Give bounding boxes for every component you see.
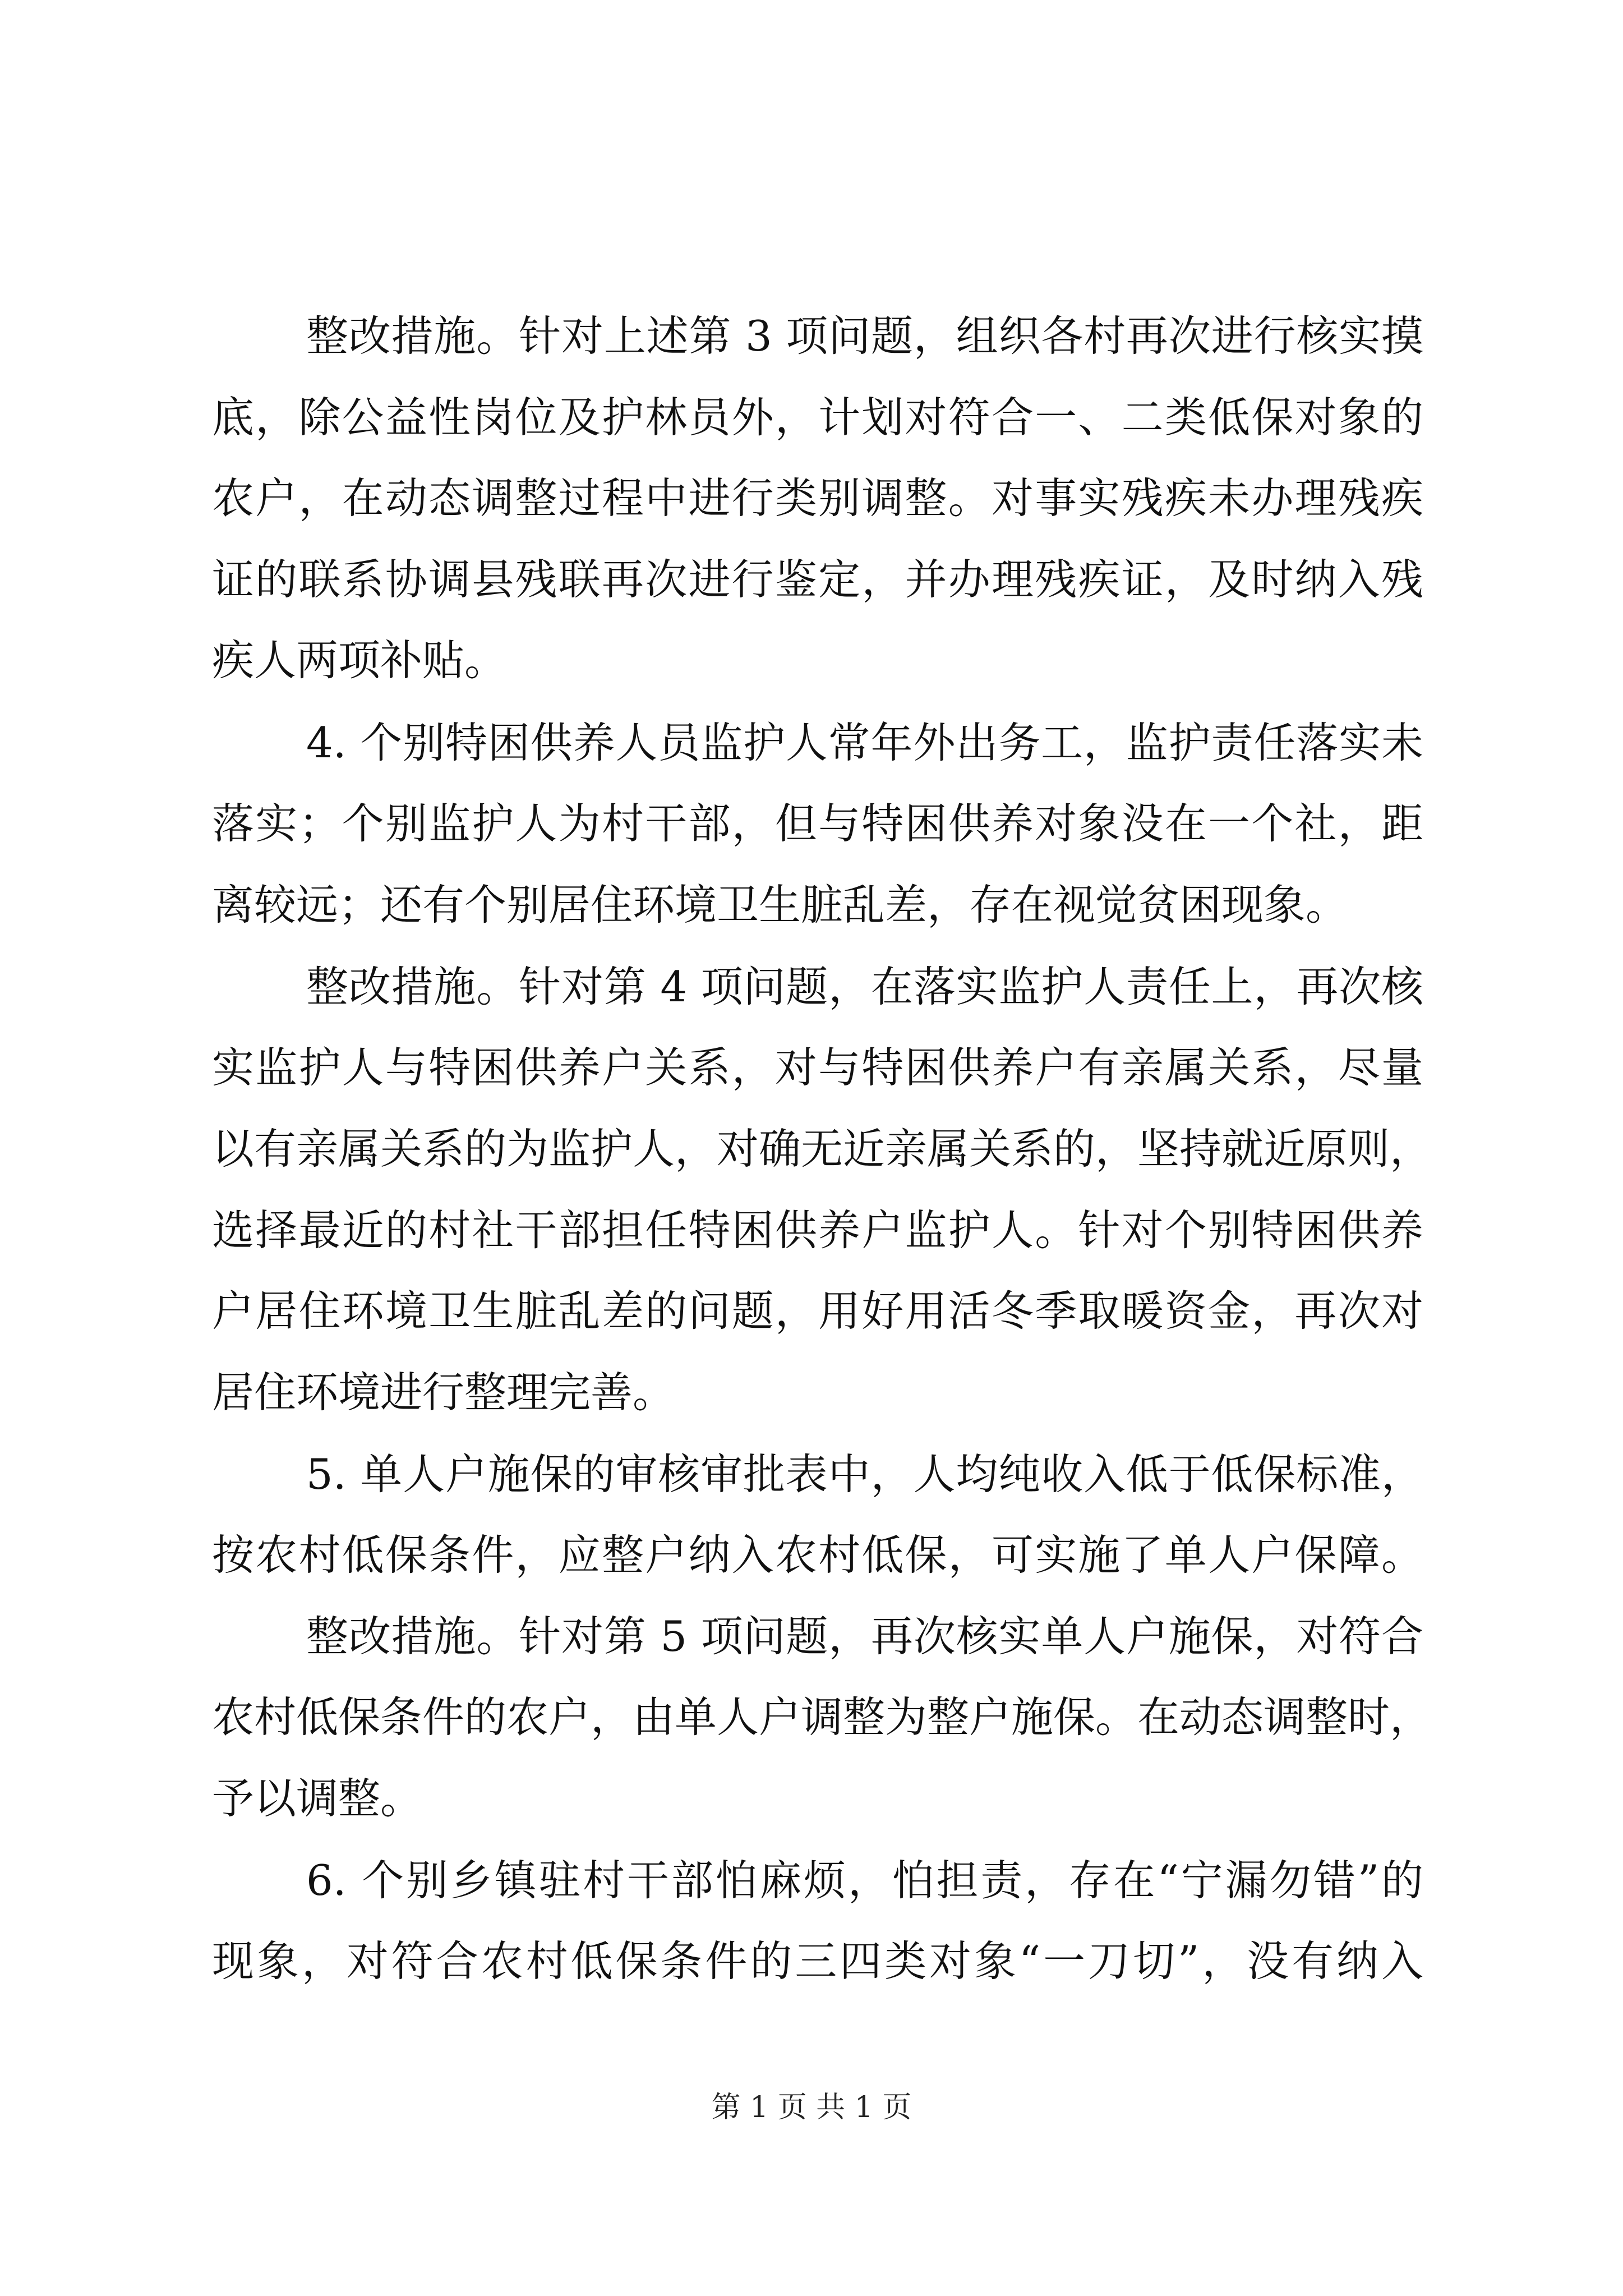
paragraph-line: 居住环境进行整理完善。 bbox=[212, 1368, 675, 1417]
paragraph-line: 整改措施。针对第 5 项问题，再次核实单人户施保，对符合 bbox=[306, 1612, 1423, 1661]
paragraph-line: 6. 个别乡镇驻村干部怕麻烦，怕担责，存在“宁漏勿错”的 bbox=[306, 1856, 1423, 1905]
paragraph-line: 实监护人与特困供养户关系，对与特困供养户有亲属关系，尽量 bbox=[212, 1043, 1423, 1092]
paragraph-line: 选择最近的村社干部担任特困供养户监护人。针对个别特困供养 bbox=[212, 1205, 1423, 1255]
paragraph-line: 现象，对符合农村低保条件的三四类对象“一刀切”，没有纳入 bbox=[212, 1936, 1423, 1986]
paragraph-line: 疾人两项补贴。 bbox=[212, 636, 507, 685]
paragraph-line: 整改措施。针对第 4 项问题，在落实监护人责任上，再次核 bbox=[306, 962, 1423, 1011]
paragraph-line: 户居住环境卫生脏乱差的问题，用好用活冬季取暖资金，再次对 bbox=[212, 1286, 1423, 1336]
page-footer: 第 1 页 共 1 页 bbox=[711, 2091, 912, 2124]
paragraph-line: 离较远；还有个别居住环境卫生脏乱差，存在视觉贫困现象。 bbox=[212, 880, 1348, 930]
paragraph-line: 以有亲属关系的为监护人，对确无近亲属关系的，坚持就近原则， bbox=[212, 1124, 1432, 1174]
paragraph-line: 农村低保条件的农户，由单人户调整为整户施保。在动态调整时， bbox=[212, 1692, 1432, 1742]
paragraph-line: 整改措施。针对上述第 3 项问题，组织各村再次进行核实摸 bbox=[306, 311, 1423, 361]
paragraph-line: 5. 单人户施保的审核审批表中，人均纯收入低于低保标准， bbox=[306, 1450, 1423, 1499]
paragraph-line: 落实；个别监护人为村干部，但与特困供养对象没在一个社，距 bbox=[212, 799, 1423, 848]
paragraph-line: 4. 个别特困供养人员监护人常年外出务工，监护责任落实未 bbox=[306, 718, 1423, 767]
paragraph-line: 予以调整。 bbox=[212, 1774, 423, 1823]
paragraph-line: 底，除公益性岗位及护林员外，计划对符合一、二类低保对象的 bbox=[212, 393, 1423, 442]
paragraph-line: 按农村低保条件，应整户纳入农村低保，可实施了单人户保障。 bbox=[212, 1530, 1423, 1580]
paragraph-line: 农户，在动态调整过程中进行类别调整。对事实残疾未办理残疾 bbox=[212, 473, 1423, 523]
paragraph-line: 证的联系协调县残联再次进行鉴定，并办理残疾证，及时纳入残 bbox=[212, 555, 1423, 604]
